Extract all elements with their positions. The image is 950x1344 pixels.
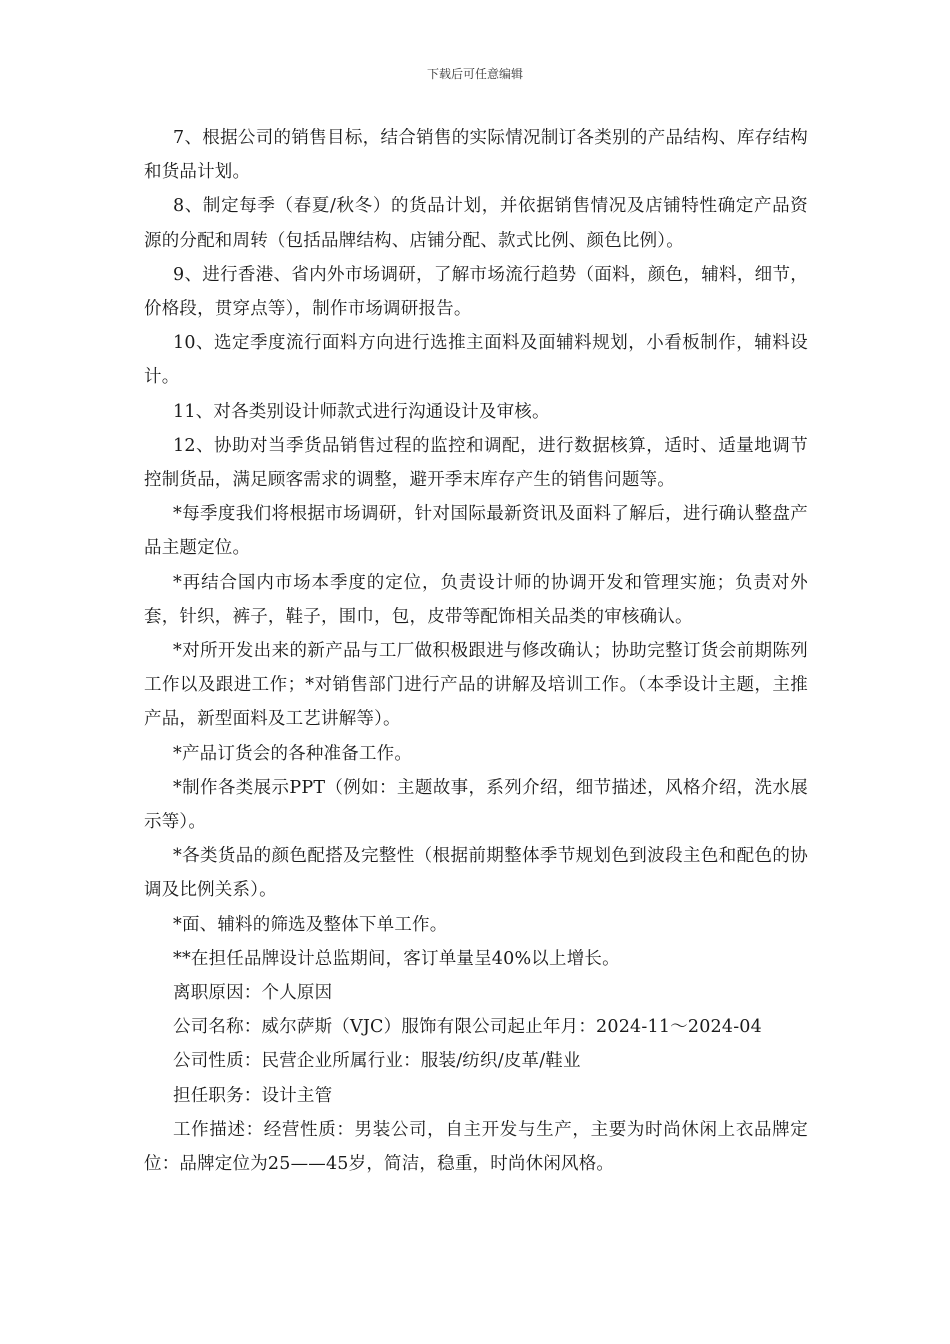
bullet-order-meeting-prep: *产品订货会的各种准备工作。 <box>173 743 413 764</box>
company-nature-industry: 公司性质：民营企业所属行业：服装/纺织/皮革/鞋业 <box>173 1051 581 1072</box>
page-header: 下载后可任意编辑 <box>426 67 523 81</box>
job-description: 工作描述：经营性质：男装公司，自主开发与生产，主要为时尚休闲上衣品牌定位：品牌定位为25——45岁，简洁，稳重，时尚休闲风格。 <box>144 1119 808 1175</box>
body-text <box>144 121 808 1181</box>
job-title: 担任职务：设计主管 <box>173 1085 333 1106</box>
bullet-designer-coordination: *再结合国内市场本季度的定位，负责设计师的协调开发和管理实施；负责对外套，针织，裤子，鞋子，围巾，包，皮带等配饰相关品类的审核确认。 <box>144 572 808 627</box>
leaving-reason: 离职原因：个人原因 <box>173 983 333 1004</box>
paragraph-item-11: 11、对各类别设计师款式进行沟通设计及审核。 <box>173 401 550 422</box>
bullet-product-followup: *对所开发出来的新产品与工厂做积极跟进与修改确认；协助完整订货会前期陈列工作以及跟进工作；*对销售部门进行产品的讲解及培训工作。（本季设计主题，主推产品，新型面料及工艺讲解等）。 <box>144 641 808 730</box>
bullet-material-screening: *面、辅料的筛选及整体下单工作。 <box>173 914 448 935</box>
bullet-ppt-production: *制作各类展示PPT（例如：主题故事，系列介绍，细节描述，风格介绍，洗水展示等）。 <box>144 777 808 833</box>
paragraph-item-9: 9、进行香港、省内外市场调研，了解市场流行趋势（面料，颜色，辅料，细节，价格段，贯穿点等），制作市场调研报告。 <box>144 264 808 320</box>
achievement-line: **在担任品牌设计总监期间，客订单量呈40%以上增长。 <box>173 948 620 969</box>
paragraph-item-12: 12、协助对当季货品销售过程的监控和调配，进行数据核算，适时、适量地调节控制货品，满足顾客需求的调整，避开季末库存产生的销售问题等。 <box>144 435 808 491</box>
paragraph-item-7: 7、根据公司的销售目标，结合销售的实际情况制订各类别的产品结构、库存结构和货品计划。 <box>144 128 808 183</box>
paragraph-item-10: 10、选定季度流行面料方向进行选推主面料及面辅料规划，小看板制作，辅料设计。 <box>144 333 808 388</box>
paragraph-item-8: 8、制定每季（春夏/秋冬）的货品计划，并依据销售情况及店铺特性确定产品资源的分配和周转（包括品牌结构、店铺分配、款式比例、颜色比例）。 <box>144 196 808 251</box>
bullet-quarterly-positioning: *每季度我们将根据市场调研，针对国际最新资讯及面料了解后，进行确认整盘产品主题定位。 <box>144 504 808 559</box>
bullet-color-matching: *各类货品的颜色配搭及完整性（根据前期整体季节规划色到波段主色和配色的协调及比例关系）。 <box>144 846 808 901</box>
company-name-period: 公司名称：威尔萨斯（VJC）服饰有限公司起止年月：2024-11～2024-04 <box>173 1017 762 1038</box>
